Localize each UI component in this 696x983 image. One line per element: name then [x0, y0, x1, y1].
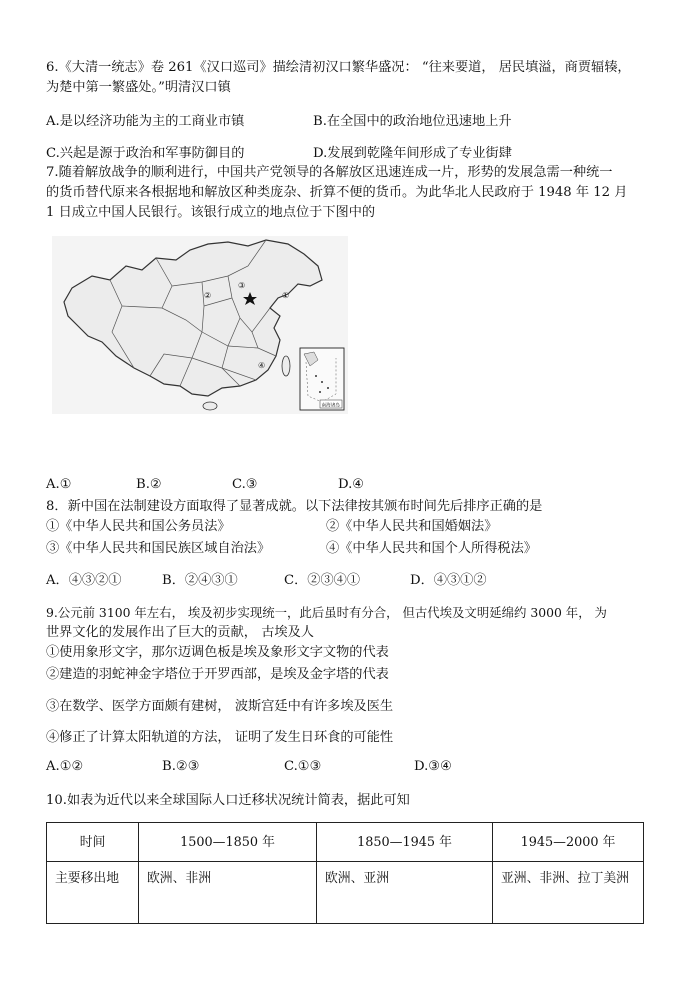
q8-option-d: D．④③①②	[410, 573, 487, 588]
q9-option-c: C.①③	[284, 759, 322, 774]
q7-option-d: D.④	[338, 477, 365, 492]
q6-option-d: D.发展到乾隆年间形成了专业街肆	[313, 146, 512, 161]
map-inset-label: 南海诸岛	[321, 403, 340, 409]
q8-item-2: ②《中华人民共和国婚姻法》	[326, 519, 498, 534]
q9-option-d: D.③④	[414, 759, 452, 774]
q9-option-a: A.①②	[46, 759, 84, 774]
map-marker-1: ①	[282, 291, 290, 300]
q10-stem: 10.如表为近代以来全球国际人口迁移状况统计简表，据此可知	[46, 793, 410, 808]
table-header-cell: 1850—1945 年	[317, 823, 493, 862]
q7-option-b: B.②	[136, 477, 162, 492]
q9-item-2: ②建造的羽蛇神金字塔位于开罗西部，是埃及金字塔的代表	[46, 667, 389, 682]
q8-stem: 8．新中国在法制建设方面取得了显著成就。以下法律按其颁布时间先后排序正确的是	[46, 499, 543, 514]
map-marker-2: ②	[204, 291, 212, 300]
q8-option-a: A．④③②①	[46, 573, 122, 588]
migration-table	[46, 822, 644, 924]
china-map	[52, 236, 348, 414]
table-header-cell: 1500—1850 年	[139, 823, 317, 862]
q9-stem-line1: 9.公元前 3100 年左右， 埃及初步实现统一，此后虽时有分合， 但古代埃及文明延绵约 3000 年， 为	[46, 605, 607, 620]
table-header-row	[47, 823, 644, 862]
table-cell: 主要移出地	[47, 862, 139, 924]
q6-option-c: C.兴起是源于政治和军事防御目的	[46, 146, 245, 161]
q8-option-b: B．②④③①	[162, 573, 238, 588]
q7-stem-line1: 7.随着解放战争的顺利进行，中国共产党领导的各解放区迅速连成一片，形势的发展急需一种统一	[46, 165, 613, 180]
q9-item-1: ①使用象形文字，那尔迈调色板是埃及象形文字文物的代表	[46, 645, 389, 660]
q6-option-b: B.在全国中的政治地位迅速地上升	[313, 114, 512, 129]
table-cell: 欧洲、非洲	[139, 862, 317, 924]
q9-option-b: B.②③	[162, 759, 200, 774]
q8-item-1: ①《中华人民共和国公务员法》	[46, 519, 231, 534]
table-cell: 亚洲、非洲、拉丁美洲	[493, 862, 644, 924]
q7-option-a: A.①	[46, 477, 72, 492]
q8-option-c: C．②③④①	[284, 573, 361, 588]
q7-stem-line2: 的货币替代原来各根据地和解放区种类庞杂、折算不便的货币。为此华北人民政府于 1948 年 12 月	[46, 185, 628, 200]
map-marker-3: ③	[238, 281, 246, 290]
table-header-cell: 时间	[47, 823, 139, 862]
map-marker-4: ④	[258, 361, 266, 370]
q9-item-3: ③在数学、医学方面颇有建树， 波斯宫廷中有许多埃及医生	[46, 699, 394, 714]
q7-option-c: C.③	[232, 477, 258, 492]
q6-stem-line1: 6.《大清一统志》卷 261《汉口巡司》描绘清初汉口繁华盛况： “往来要道， 居民填溢，商贾辐辏，	[46, 60, 631, 75]
q8-item-3: ③《中华人民共和国民族区域自治法》	[46, 541, 271, 556]
table-cell: 欧洲、亚洲	[317, 862, 493, 924]
table-header-cell: 1945—2000 年	[493, 823, 644, 862]
q6-option-a: A.是以经济功能为主的工商业市镇	[46, 114, 245, 129]
table-row	[47, 862, 644, 924]
q8-item-4: ④《中华人民共和国个人所得税法》	[326, 541, 537, 556]
q6-stem-line2: 为楚中第一繁盛处。”明清汉口镇	[46, 80, 231, 95]
q7-stem-line3: 1 日成立中国人民银行。该银行成立的地点位于下图中的	[46, 205, 376, 220]
q9-stem-line2: 世界文化的发展作出了巨大的贡献， 古埃及人	[46, 625, 314, 640]
q9-item-4: ④修正了计算太阳轨道的方法， 证明了发生日环食的可能性	[46, 730, 394, 745]
